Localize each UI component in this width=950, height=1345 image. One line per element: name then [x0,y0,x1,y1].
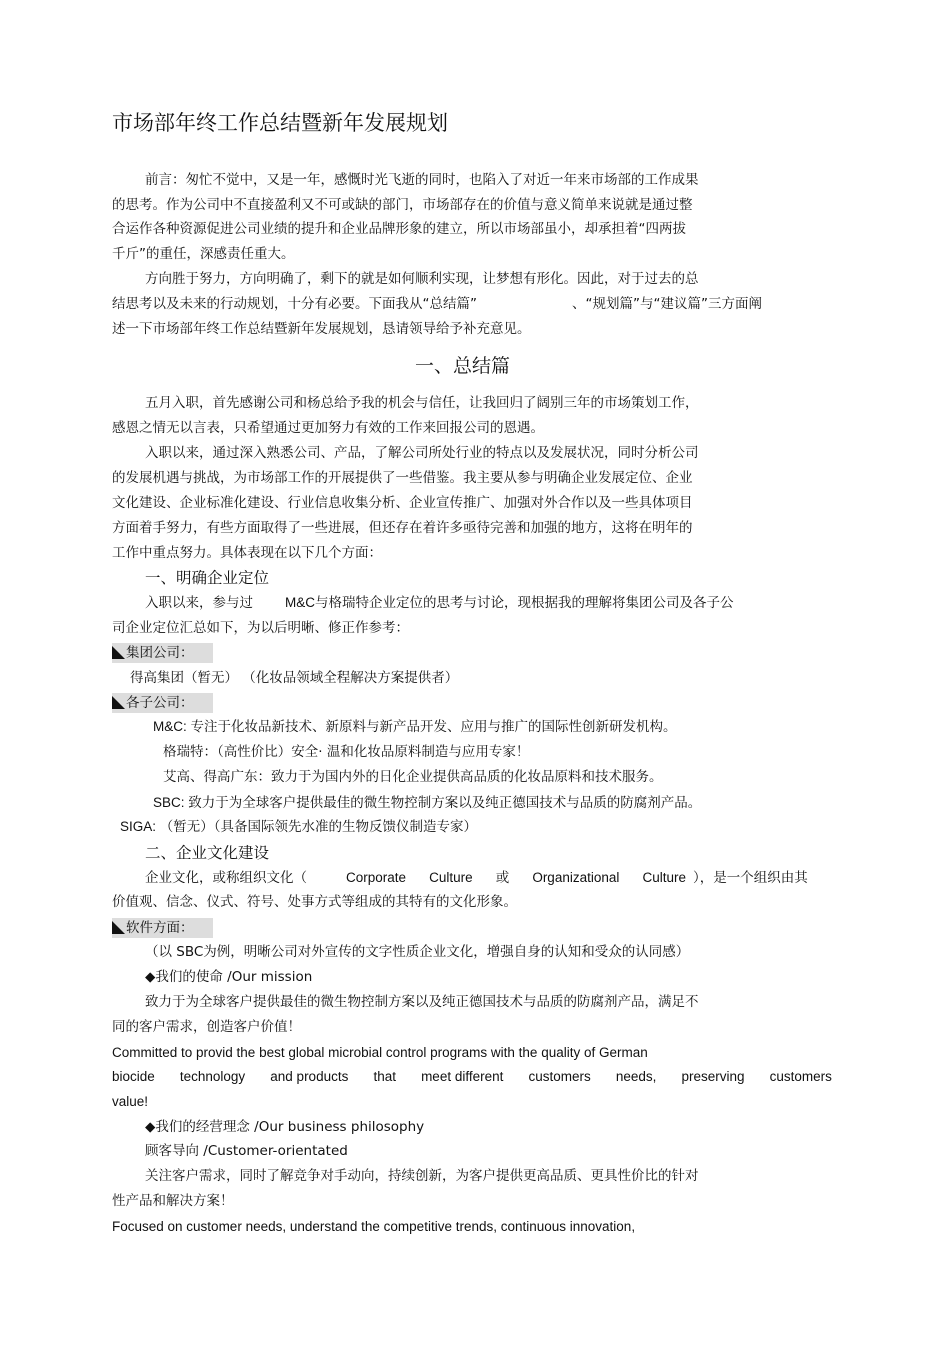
paragraph-line: 致力于为全球客户提供最佳的微生物控制方案以及纯正德国技术与品质的防腐剂产品，满足不 [145,994,699,1010]
paragraph-line: 的发展机遇与挑战，为市场部工作的开展提供了一些借鉴。我主要从参与明确企业发展定位、企业 [112,470,693,486]
philosophy-heading: ◆我们的经营理念 /Our business philosophy [145,1119,425,1135]
preface-line: 千斤”的重任，深感责任重大。 [112,246,295,262]
paragraph-line: 五月入职，首先感谢公司和杨总给予我的机会与信任，让我回归了阔别三年的市场策划工作， [145,395,699,411]
section-heading: 一、总结篇 [415,355,511,377]
preface-line: 、“规划篇”与“建议篇”三方面阐 [572,296,762,312]
paragraph-line: 感恩之情无以言表，只希望通过更加努力有效的工作来回报公司的恩遇。 [112,420,544,436]
preface-line: 的思考。作为公司中不直接盈利又不可或缺的部门，市场部存在的价值与意义简单来说就是通过整 [112,197,693,213]
subsection-heading: 一、明确企业定位 [145,569,270,587]
group-company-label: 集团公司： [112,643,213,663]
document-title: 市场部年终工作总结暨新年发展规划 [112,111,448,135]
paragraph-line: 价值观、信念、仪式、符号、处事方式等组成的其特有的文化形象。 [112,894,517,910]
subsidiaries-label: 各子公司： [112,693,213,713]
preface-line: 结思考以及未来的行动规划，十分有必要。下面我从“总结篇” [112,296,477,312]
paragraph-line: 方面着手努力，有些方面取得了一些进展，但还存在着许多亟待完善和加强的地方，这将在明年的 [112,520,693,536]
paragraph-line: 同的客户需求，创造客户价值！ [112,1019,301,1035]
preface-line: 方向胜于努力，方向明确了，剩下的就是如何顺利实现，让梦想有形化。因此，对于过去的总 [145,271,699,287]
mission-heading: ◆我们的使命 /Our mission [145,969,313,985]
paragraph-line: 工作中重点努力。具体表现在以下几个方面： [112,545,382,561]
paragraph-line: 入职以来，通过深入熟悉公司、产品，了解公司所处行业的特点以及发展状况，同时分析公司 [145,445,699,461]
paragraph-line: value! [112,1094,149,1109]
paragraph-line: M&C与格瑞特企业定位的思考与讨论，现根据我的理解将集团公司及各子公 [285,595,734,610]
preface-line: 述一下市场部年终工作总结暨新年发展规划，恳请领导给予补充意见。 [112,321,531,337]
triangle-bullet-icon [112,921,125,934]
paragraph-line: 文化建设、企业标准化建设、行业信息收集分析、企业宣传推广、加强对外合作以及一些具体项目 [112,495,693,511]
paragraph-line: 司企业定位汇总如下，为以后明晰、修正作参考： [112,620,409,636]
paragraph-line: 入职以来，参与过 [145,595,253,611]
subsidiary-line: 艾高、得高广东：致力于为国内外的日化企业提供高品质的化妆品原料和技术服务。 [163,769,663,785]
subsection-heading: 二、企业文化建设 [145,844,270,862]
justified-english-line: biocide technology and products that meet different customers needs, preserving customers [112,1069,832,1084]
group-company-line: 得高集团（暂无） （化妆品领域全程解决方案提供者） [130,670,459,686]
culture-terms: Corporate Culture 或 Organizational Culture [346,870,686,885]
preface-line: 合运作各种资源促进公司业绩的提升和企业品牌形象的建立，所以市场部虽小，却承担着“四两拔 [112,221,686,237]
subsidiary-line: SIGA: （暂无）（具备国际领先水准的生物反馈仪制造专家） [120,819,478,834]
subsidiary-line: 格瑞特：（高性价比）安全· 温和化妆品原料制造与应用专家！ [163,744,530,760]
triangle-bullet-icon [112,696,125,709]
paragraph-line: 企业文化，或称组织文化（ [145,870,307,886]
customer-orientated-heading: 顾客导向 /Customer-orientated [145,1143,348,1159]
paragraph-line: 关注客户需求，同时了解竞争对手动向，持续创新，为客户提供更高品质、更具性价比的针对 [145,1168,699,1184]
paragraph-line: （以 SBC为例，明晰公司对外宣传的文字性质企业文化，增强自身的认知和受众的认同感） [145,944,690,960]
software-label: 软件方面： [112,918,213,938]
paragraph-line: Committed to provid the best global microbial control programs with the quality of German [112,1045,648,1060]
paragraph-line: 性产品和解决方案！ [112,1193,234,1209]
subsidiary-line: M&C: 专注于化妆品新技术、新原料与新产品开发、应用与推广的国际性创新研发机构。 [153,719,677,734]
subsidiary-line: SBC: 致力于为全球客户提供最佳的微生物控制方案以及纯正德国技术与品质的防腐剂产品。 [153,795,702,810]
preface-line: 前言：匆忙不觉中，又是一年，感慨时光飞逝的同时，也陷入了对近一年来市场部的工作成果 [145,172,699,188]
triangle-bullet-icon [112,646,125,659]
paragraph-line: ），是一个组织由其 [693,870,808,886]
paragraph-line: Focused on customer needs, understand the competitive trends, continuous innovation, [112,1219,636,1234]
